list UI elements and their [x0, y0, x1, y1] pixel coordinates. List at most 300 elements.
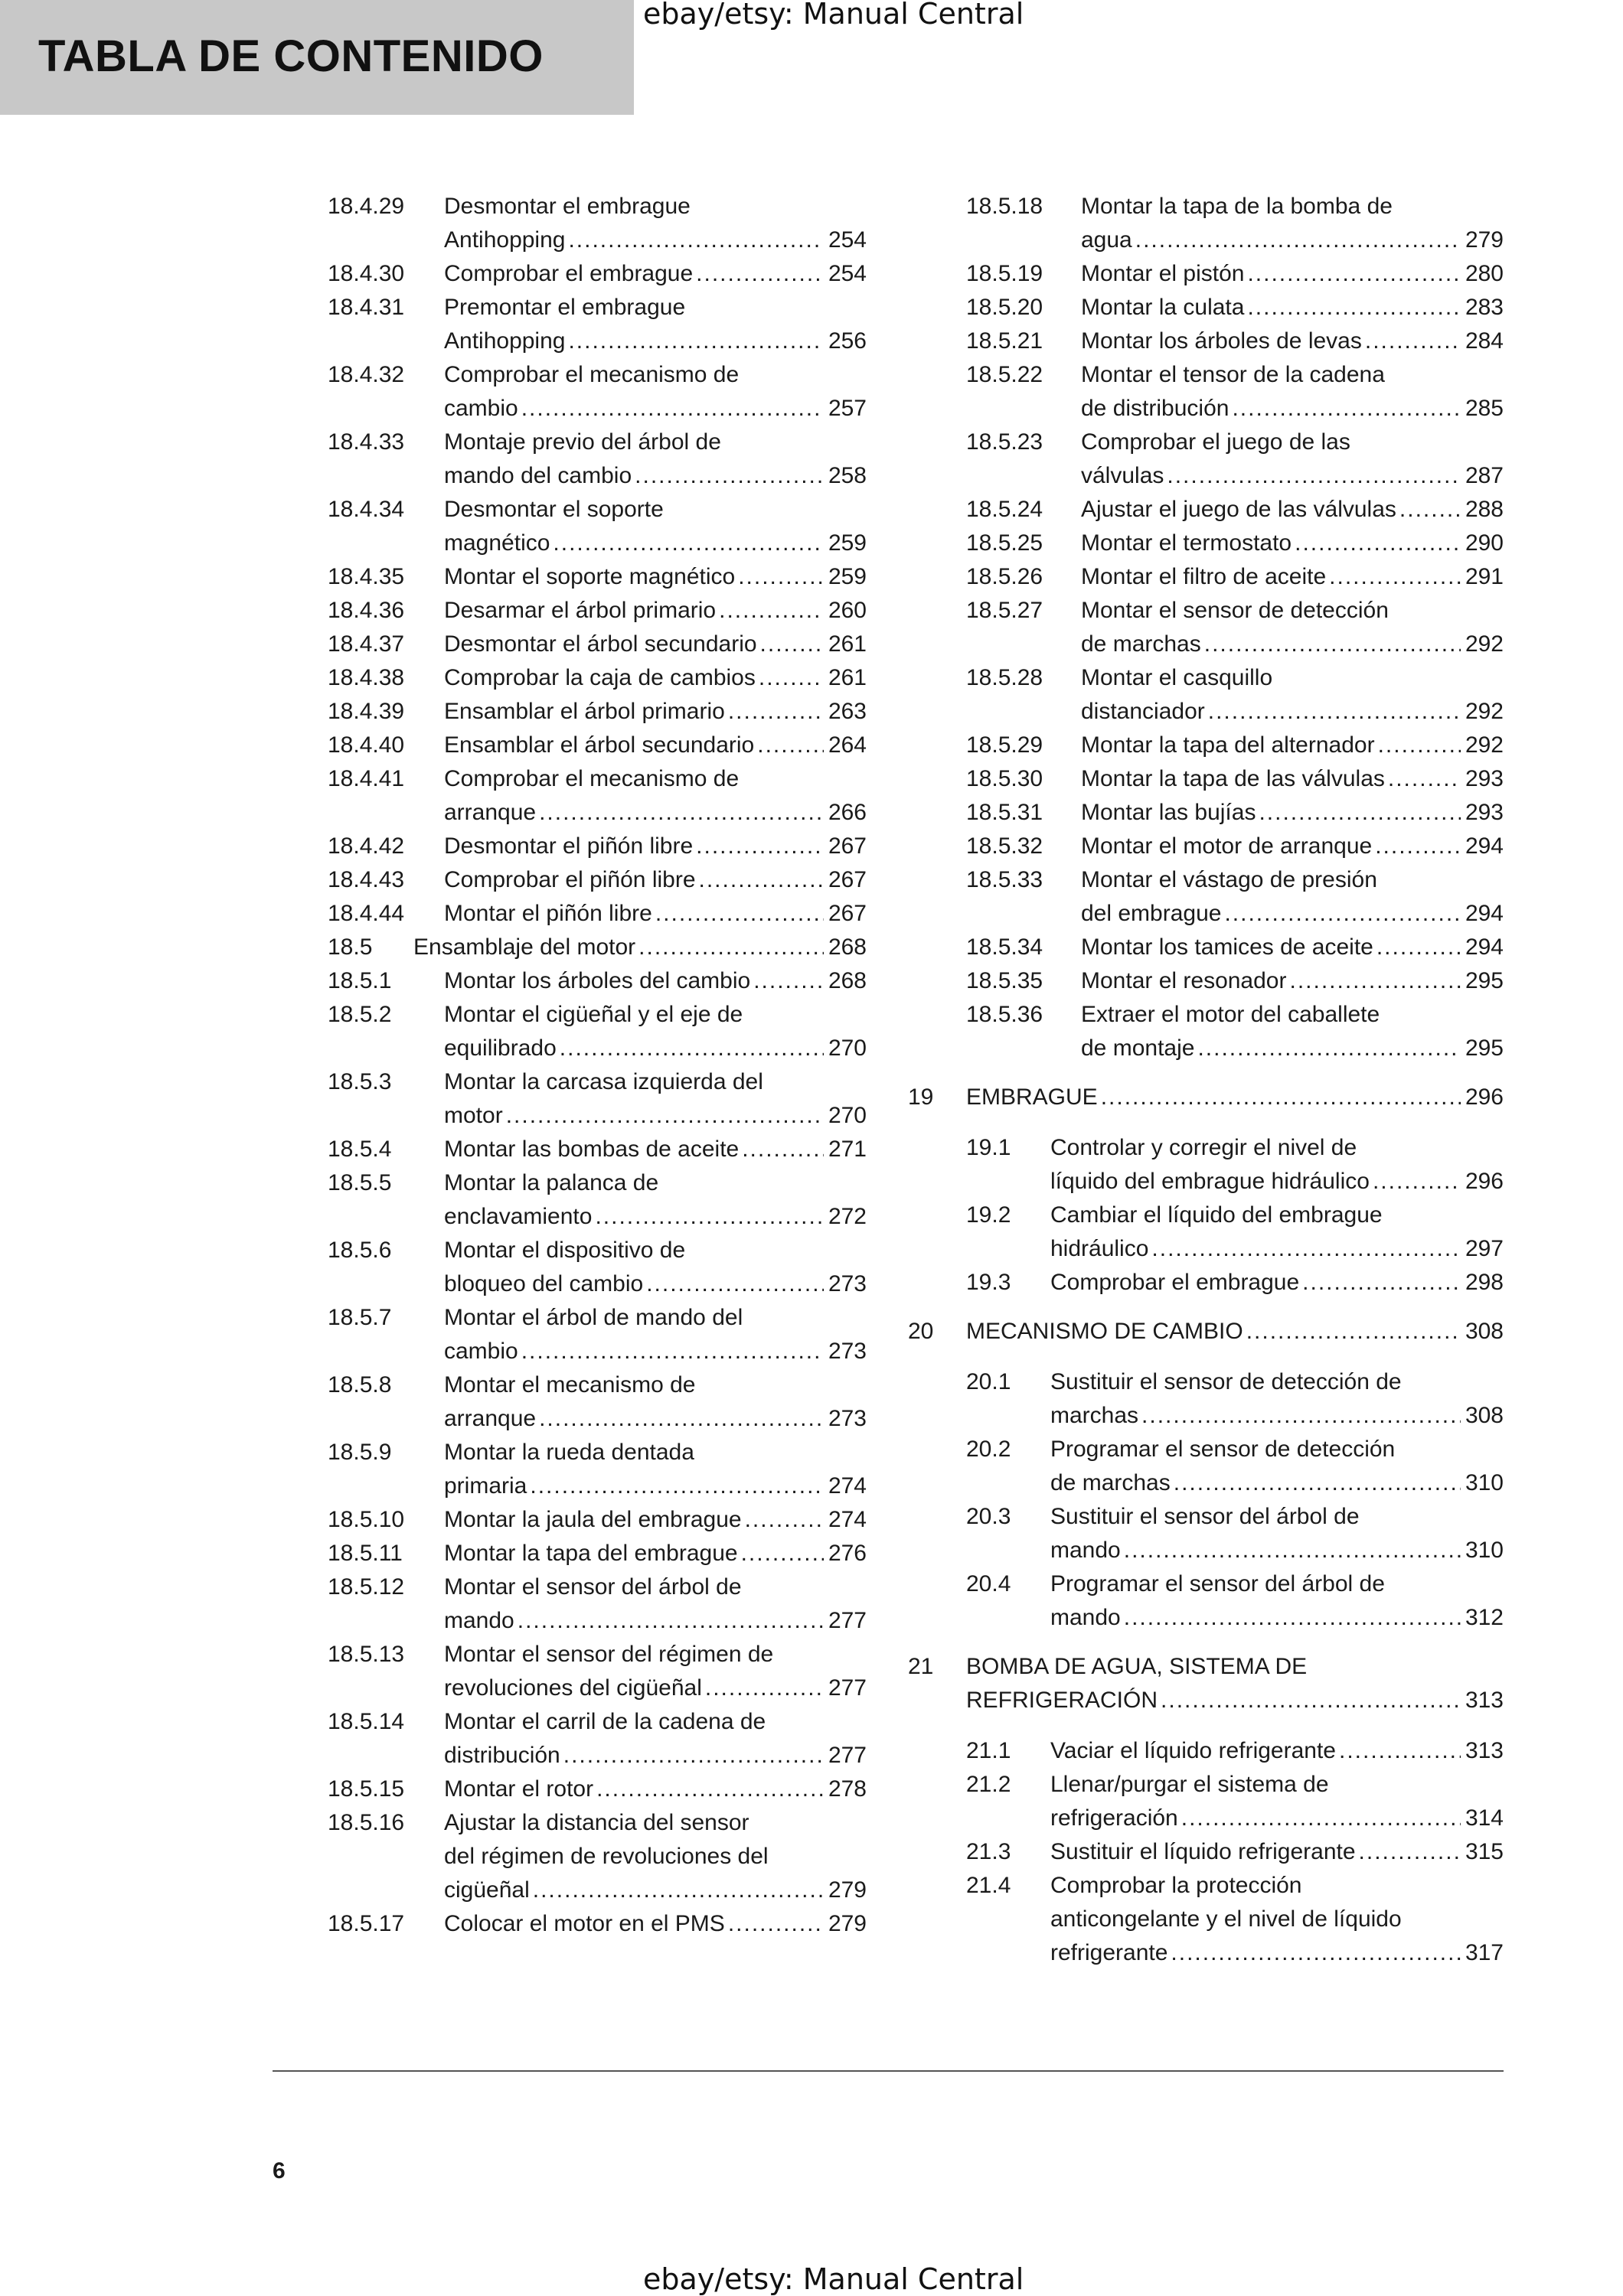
toc-entry-leader-row: [1081, 527, 1504, 560]
toc-entry-leader-row: [1081, 1032, 1504, 1065]
toc-entry-leader-row: [1081, 493, 1504, 527]
toc-entry-title-line: distribución: [444, 1743, 560, 1768]
page-title: TABLA DE CONTENIDO: [38, 31, 544, 81]
toc-entry-page-number: 294: [1465, 901, 1504, 926]
toc-entry-leader-row: [966, 1315, 1504, 1349]
toc-entry[interactable]: [328, 257, 867, 291]
toc-entry-page-number: 317: [1465, 1940, 1504, 1965]
toc-entry-leader-row: [1050, 1734, 1504, 1768]
toc-entry-leader-row: [444, 257, 867, 291]
toc-entry[interactable]: [908, 964, 1504, 998]
toc-entry-number: 18.4.30: [328, 261, 405, 286]
toc-entry-title-line: arranque: [444, 800, 537, 825]
toc-entry-leader-row: [966, 1684, 1504, 1717]
toc-entry-leader-row: [1081, 392, 1504, 426]
toc-entry[interactable]: [328, 863, 867, 897]
toc-entry-number: 18.5.28: [966, 665, 1043, 690]
toc-entry-number: 18.5.6: [328, 1238, 392, 1263]
toc-entry-title-line: Montar la tapa de las válvulas: [1081, 766, 1385, 791]
toc-entry-title-line: Comprobar el juego de las: [1081, 429, 1350, 455]
toc-entry-title-line: Montar las bombas de aceite: [444, 1137, 740, 1162]
toc-entry-title-line: Montaje previo del árbol de: [444, 429, 721, 455]
toc-entry-leader-row: [1050, 1232, 1504, 1266]
dot-leader: [1174, 1466, 1461, 1500]
toc-entry[interactable]: [908, 1266, 1504, 1300]
toc-entry-number: 20.4: [966, 1571, 1011, 1596]
header-banner: [0, 0, 634, 115]
toc-entry[interactable]: [328, 1234, 867, 1301]
toc-entry[interactable]: [908, 527, 1504, 560]
toc-entry[interactable]: [908, 291, 1504, 325]
toc-entry-number: 19: [908, 1084, 934, 1110]
dot-leader: [521, 1335, 824, 1368]
toc-entry-page-number: 290: [1465, 530, 1504, 556]
toc-entry-leader-row: [444, 1032, 867, 1065]
toc-entry-page-number: 293: [1465, 766, 1504, 791]
dot-leader: [738, 560, 824, 594]
toc-entry-body: [444, 1301, 867, 1368]
toc-entry-leader-row: [1050, 1936, 1504, 1970]
toc-entry-page-number: 310: [1465, 1470, 1504, 1495]
dot-leader: [595, 1200, 823, 1234]
toc-entry-number: 18.5.1: [328, 968, 392, 993]
dot-leader: [635, 459, 824, 493]
toc-entry-number: 18.5.32: [966, 833, 1043, 859]
toc-entry-body: [444, 1166, 867, 1234]
toc-entry[interactable]: [908, 594, 1504, 661]
toc-entry-title-line: de distribución: [1081, 396, 1229, 421]
toc-entry-title-line: mando: [444, 1608, 514, 1633]
toc-entry[interactable]: [328, 1301, 867, 1368]
toc-entry-title-line: Cambiar el líquido del embrague: [1050, 1202, 1383, 1228]
toc-entry-title-line: Premontar el embrague: [444, 295, 686, 320]
toc-entry[interactable]: [328, 1806, 867, 1907]
toc-entry-body: [444, 1368, 867, 1436]
toc-entry-page-number: 285: [1465, 396, 1504, 421]
toc-entry[interactable]: [908, 257, 1504, 291]
toc-entry[interactable]: [908, 830, 1504, 863]
toc-entry-title-line: magnético: [444, 530, 550, 556]
toc-entry[interactable]: [908, 493, 1504, 527]
toc-entry-page-number: 273: [828, 1406, 867, 1431]
toc-entry-title-line: Montar el termostato: [1081, 530, 1292, 556]
toc-entry-title-line: hidráulico: [1050, 1236, 1149, 1261]
toc-entry-body: [444, 762, 867, 830]
toc-entry[interactable]: [328, 931, 867, 964]
dot-leader: [1101, 1081, 1461, 1114]
toc-entry-number: 21.4: [966, 1873, 1011, 1898]
toc-entry[interactable]: [908, 1734, 1504, 1768]
toc-entry[interactable]: [908, 863, 1504, 931]
toc-entry[interactable]: [908, 1433, 1504, 1500]
toc-entry[interactable]: [328, 628, 867, 661]
toc-entry-leader-row: [444, 1907, 867, 1941]
dot-leader: [696, 830, 824, 863]
toc-entry-number: 18.5.36: [966, 1002, 1043, 1027]
toc-entry-body: [444, 1773, 867, 1806]
toc-entry[interactable]: [328, 1638, 867, 1705]
toc-entry-leader-row: [444, 1537, 867, 1570]
toc-entry-page-number: 297: [1465, 1236, 1504, 1261]
toc-entry-leader-row: [444, 897, 867, 931]
toc-entry-title-line: agua: [1081, 227, 1132, 253]
toc-entry-number: 18.4.38: [328, 665, 405, 690]
toc-entry-number: 18.5.17: [328, 1911, 405, 1936]
toc-entry-body: [1050, 1365, 1504, 1433]
dot-leader: [1388, 762, 1461, 796]
dot-leader: [1247, 257, 1460, 291]
toc-entry-leader-row: [444, 796, 867, 830]
toc-entry[interactable]: [328, 190, 867, 257]
toc-entry[interactable]: [328, 998, 867, 1065]
toc-entry-leader-row: [1050, 1534, 1504, 1567]
toc-chapter-entry[interactable]: [908, 1315, 1504, 1349]
toc-entry-title-line: cambio: [444, 1339, 518, 1364]
dot-leader: [1208, 695, 1461, 729]
watermark-top: ebay/etsy: Manual Central: [643, 0, 1024, 31]
toc-entry-body: [444, 1907, 867, 1941]
toc-entry[interactable]: [908, 190, 1504, 257]
toc-entry-leader-row: [1050, 1466, 1504, 1500]
toc-entry-number: 18.5.30: [966, 766, 1043, 791]
toc-entry-page-number: 259: [828, 530, 867, 556]
dot-leader: [1295, 527, 1461, 560]
toc-entry[interactable]: [328, 1773, 867, 1806]
toc-entry[interactable]: [328, 1907, 867, 1941]
toc-entry[interactable]: [908, 796, 1504, 830]
toc-entry-number: 18.5.5: [328, 1170, 392, 1195]
dot-leader: [506, 1099, 824, 1133]
toc-entry-title-line: Ajustar la distancia del sensor: [444, 1810, 749, 1835]
toc-entry[interactable]: [908, 729, 1504, 762]
dot-leader: [1376, 931, 1461, 964]
toc-entry[interactable]: [908, 1365, 1504, 1433]
toc-entry-body: [1081, 729, 1504, 762]
toc-entry-page-number: 284: [1465, 328, 1504, 354]
toc-entry-page-number: 274: [828, 1473, 867, 1499]
toc-entry-page-number: 280: [1465, 261, 1504, 286]
toc-entry-leader-row: [1081, 291, 1504, 325]
toc-entry-body: [966, 1650, 1504, 1717]
toc-entry-page-number: 267: [828, 833, 867, 859]
dot-leader: [1399, 493, 1461, 527]
toc-entry-title-line: válvulas: [1081, 463, 1164, 488]
toc-entry-page-number: 315: [1465, 1839, 1504, 1864]
toc-entry-leader-row: [444, 1604, 867, 1638]
dot-leader: [1141, 1399, 1461, 1433]
toc-entry[interactable]: [328, 493, 867, 560]
toc-entry-body: [444, 1638, 867, 1705]
toc-entry[interactable]: [328, 1368, 867, 1436]
toc-column-left: [328, 190, 867, 1941]
toc-entry-page-number: 257: [828, 396, 867, 421]
toc-entry-leader-row: [1081, 560, 1504, 594]
dot-leader: [759, 661, 824, 695]
toc-entry-body: [1081, 830, 1504, 863]
toc-entry-leader-row: [444, 1402, 867, 1436]
toc-entry[interactable]: [328, 1705, 867, 1773]
toc-entry-number: 18.5.18: [966, 194, 1043, 219]
toc-entry-page-number: 294: [1465, 934, 1504, 960]
toc-entry-leader-row: [1050, 1835, 1504, 1869]
toc-entry-number: 18.5.34: [966, 934, 1043, 960]
toc-entry-leader-row: [1081, 325, 1504, 358]
toc-entry-number: 18.5.24: [966, 497, 1043, 522]
toc-entry-page-number: 308: [1465, 1403, 1504, 1428]
toc-entry[interactable]: [328, 1570, 867, 1638]
dot-leader: [638, 931, 824, 964]
toc-entry-body: [1050, 1869, 1504, 1970]
toc-entry[interactable]: [328, 426, 867, 493]
toc-entry-title-line: líquido del embrague hidráulico: [1050, 1169, 1370, 1194]
toc-entry[interactable]: [328, 291, 867, 358]
toc-entry-leader-row: [1081, 628, 1504, 661]
toc-entry-title-line: Montar el casquillo: [1081, 665, 1273, 690]
toc-entry-body: [1050, 1768, 1504, 1835]
toc-entry-page-number: 294: [1465, 833, 1504, 859]
toc-entry-number: 20.2: [966, 1437, 1011, 1462]
toc-entry-title-line: Ajustar el juego de las válvulas: [1081, 497, 1396, 522]
toc-entry[interactable]: [328, 729, 867, 762]
toc-entry-number: 21.3: [966, 1839, 1011, 1864]
toc-entry[interactable]: [328, 1166, 867, 1234]
toc-entry-page-number: 292: [1465, 732, 1504, 758]
toc-entry-leader-row: [444, 1671, 867, 1705]
toc-entry-number: 18.5.4: [328, 1137, 392, 1162]
toc-entry-page-number: 312: [1465, 1605, 1504, 1630]
toc-entry-page-number: 313: [1465, 1738, 1504, 1763]
toc-entry[interactable]: [908, 1131, 1504, 1199]
toc-entry-title-line: Montar los árboles del cambio: [444, 968, 751, 993]
toc-entry-title-line: Montar la carcasa izquierda del: [444, 1069, 763, 1094]
toc-entry-number: 18.4.35: [328, 564, 405, 589]
toc-entry-leader-row: [1081, 964, 1504, 998]
toc-entry-number: 19.3: [966, 1270, 1011, 1295]
toc-entry[interactable]: [328, 1436, 867, 1503]
toc-entry-page-number: 273: [828, 1271, 867, 1296]
dot-leader: [719, 594, 824, 628]
toc-entry-title-line: Montar el sensor del régimen de: [444, 1642, 774, 1667]
toc-entry-body: [444, 830, 867, 863]
dot-leader: [699, 863, 824, 897]
toc-entry-title-line: Montar el vástago de presión: [1081, 867, 1377, 892]
toc-entry[interactable]: [908, 661, 1504, 729]
toc-entry-title-line: mando: [1050, 1605, 1121, 1630]
toc-entry-title-line: del régimen de revoluciones del: [444, 1844, 769, 1869]
toc-entry-body: [444, 1436, 867, 1503]
toc-entry-leader-row: [444, 830, 867, 863]
dot-leader: [560, 1032, 824, 1065]
toc-entry-page-number: 274: [828, 1507, 867, 1532]
toc-entry-number: 20: [908, 1319, 934, 1344]
toc-entry[interactable]: [328, 695, 867, 729]
toc-chapter-entry[interactable]: [908, 1081, 1504, 1114]
toc-entry-page-number: 295: [1465, 1035, 1504, 1061]
toc-entry-title-line: Montar los árboles de levas: [1081, 328, 1362, 354]
toc-entry[interactable]: [328, 661, 867, 695]
toc-entry-number: 18.5.9: [328, 1440, 392, 1465]
toc-entry[interactable]: [328, 897, 867, 931]
toc-entry-title-line: Comprobar la protección: [1050, 1873, 1302, 1898]
toc-entry-title-line: Antihopping: [444, 227, 566, 253]
toc-entry-body: [444, 257, 867, 291]
toc-entry-title-line: cambio: [444, 396, 518, 421]
toc-entry-title-line: Colocar el motor en el PMS: [444, 1911, 725, 1936]
toc-entry-title-line: Desmontar el soporte: [444, 497, 664, 522]
toc-entry[interactable]: [908, 1869, 1504, 1970]
toc-entry-body: [1081, 964, 1504, 998]
toc-entry-title-line: Montar el rotor: [444, 1776, 594, 1802]
toc-entry-leader-row: [1081, 223, 1504, 257]
toc-entry[interactable]: [908, 426, 1504, 493]
toc-entry-leader-row: [1081, 931, 1504, 964]
toc-entry-page-number: 254: [828, 227, 867, 253]
toc-entry-title-line: Montar la rueda dentada: [444, 1440, 694, 1465]
toc-entry-body: [444, 1133, 867, 1166]
toc-entry-page-number: 260: [828, 598, 867, 623]
dot-leader: [1302, 1266, 1461, 1300]
toc-entry-leader-row: [444, 628, 867, 661]
toc-entry[interactable]: [908, 358, 1504, 426]
toc-entry-page-number: 254: [828, 261, 867, 286]
toc-entry-number: 18.5.33: [966, 867, 1043, 892]
toc-entry-body: [1081, 291, 1504, 325]
toc-entry-body: [444, 661, 867, 695]
toc-entry-title-line: Montar el árbol de mando del: [444, 1305, 743, 1330]
dot-leader: [568, 223, 823, 257]
toc-entry-title-line: Comprobar el mecanismo de: [444, 362, 740, 387]
toc-entry-page-number: 308: [1465, 1319, 1504, 1344]
toc-entry[interactable]: [328, 1133, 867, 1166]
toc-entry-body: [444, 594, 867, 628]
toc-entry-number: 18.5.12: [328, 1574, 405, 1600]
dot-leader: [757, 729, 824, 762]
toc-entry-page-number: 296: [1465, 1084, 1504, 1110]
toc-entry[interactable]: [908, 1500, 1504, 1567]
toc-entry[interactable]: [328, 830, 867, 863]
dot-leader: [655, 897, 824, 931]
toc-entry-leader-row: [1081, 459, 1504, 493]
toc-entry[interactable]: [908, 1835, 1504, 1869]
toc-entry[interactable]: [908, 1199, 1504, 1266]
toc-entry[interactable]: [328, 964, 867, 998]
toc-entry-body: [1081, 358, 1504, 426]
toc-entry[interactable]: [328, 1503, 867, 1537]
toc-entry-number: 21.2: [966, 1772, 1011, 1797]
toc-entry[interactable]: [328, 594, 867, 628]
toc-entry-leader-row: [444, 695, 867, 729]
toc-entry-number: 18.4.41: [328, 766, 405, 791]
toc-entry-title-line: Vaciar el líquido refrigerante: [1050, 1738, 1336, 1763]
dot-leader: [521, 392, 824, 426]
toc-entry[interactable]: [328, 560, 867, 594]
toc-entry-page-number: 261: [828, 631, 867, 657]
toc-entry-number: 18.5.3: [328, 1069, 392, 1094]
toc-entry-page-number: 276: [828, 1541, 867, 1566]
toc-entry-title-line: Montar el soporte magnético: [444, 564, 736, 589]
dot-leader: [741, 1537, 824, 1570]
dot-leader: [1246, 1315, 1461, 1349]
dot-leader: [1171, 1936, 1461, 1970]
toc-entry-title-line: Montar el dispositivo de: [444, 1238, 686, 1263]
toc-entry-body: [444, 291, 867, 358]
toc-entry[interactable]: [908, 1567, 1504, 1635]
dot-leader: [1151, 1232, 1461, 1266]
toc-entry-leader-row: [1050, 1266, 1504, 1300]
toc-entry-body: [413, 931, 867, 964]
toc-entry-leader-row: [1050, 1165, 1504, 1199]
dot-leader: [533, 1874, 824, 1907]
toc-entry[interactable]: [908, 998, 1504, 1065]
toc-entry[interactable]: [328, 1537, 867, 1570]
toc-entry-page-number: 277: [828, 1675, 867, 1701]
dot-leader: [1378, 729, 1461, 762]
toc-entry-body: [1050, 1266, 1504, 1300]
toc-entry-number: 18.5.7: [328, 1305, 392, 1330]
toc-entry[interactable]: [908, 325, 1504, 358]
toc-entry-page-number: 267: [828, 867, 867, 892]
toc-entry-title-line: primaria: [444, 1473, 527, 1499]
toc-entry-leader-row: [444, 1335, 867, 1368]
toc-entry-number: 18.5.20: [966, 295, 1043, 320]
toc-entry[interactable]: [328, 1065, 867, 1133]
toc-entry-page-number: 292: [1465, 699, 1504, 724]
toc-entry-number: 18.5.27: [966, 598, 1043, 623]
toc-entry-title-line: Montar el filtro de aceite: [1081, 564, 1327, 589]
toc-entry-title-line: refrigeración: [1050, 1805, 1178, 1831]
toc-chapter-entry[interactable]: [908, 1650, 1504, 1717]
toc-entry-page-number: 266: [828, 800, 867, 825]
toc-entry-number: 18.5.19: [966, 261, 1043, 286]
toc-entry-body: [966, 1081, 1504, 1114]
dot-leader: [539, 1402, 824, 1436]
dot-leader: [1289, 964, 1460, 998]
toc-entry-number: 18.4.37: [328, 631, 405, 657]
toc-entry-leader-row: [966, 1081, 1504, 1114]
toc-entry-number: 18.5.13: [328, 1642, 405, 1667]
toc-entry-page-number: 270: [828, 1103, 867, 1128]
toc-entry-body: [1081, 493, 1504, 527]
toc-entry-body: [1081, 998, 1504, 1065]
toc-entry[interactable]: [328, 358, 867, 426]
toc-entry-leader-row: [444, 964, 867, 998]
toc-entry[interactable]: [908, 931, 1504, 964]
toc-entry-title-line: Ensamblar el árbol secundario: [444, 732, 755, 758]
toc-entry-number: 19.1: [966, 1135, 1011, 1160]
toc-entry-page-number: 263: [828, 699, 867, 724]
toc-entry[interactable]: [908, 762, 1504, 796]
toc-entry-title-line: Sustituir el líquido refrigerante: [1050, 1839, 1356, 1864]
toc-entry-leader-row: [1081, 897, 1504, 931]
toc-entry-body: [444, 560, 867, 594]
toc-entry-body: [444, 863, 867, 897]
toc-entry[interactable]: [328, 762, 867, 830]
toc-entry-number: 18.4.31: [328, 295, 405, 320]
toc-entry-title-line: revoluciones del cigüeñal: [444, 1675, 702, 1701]
toc-entry-leader-row: [444, 459, 867, 493]
dot-leader: [530, 1469, 824, 1503]
toc-entry-body: [1050, 1567, 1504, 1635]
toc-entry-leader-row: [444, 392, 867, 426]
toc-entry-title-line: Montar los tamices de aceite: [1081, 934, 1373, 960]
dot-leader: [518, 1604, 824, 1638]
toc-entry-page-number: 313: [1465, 1688, 1504, 1713]
toc-entry-page-number: 268: [828, 934, 867, 960]
toc-entry[interactable]: [908, 560, 1504, 594]
toc-entry-title-line: marchas: [1050, 1403, 1139, 1428]
toc-entry-page-number: 296: [1465, 1169, 1504, 1194]
toc-entry[interactable]: [908, 1768, 1504, 1835]
